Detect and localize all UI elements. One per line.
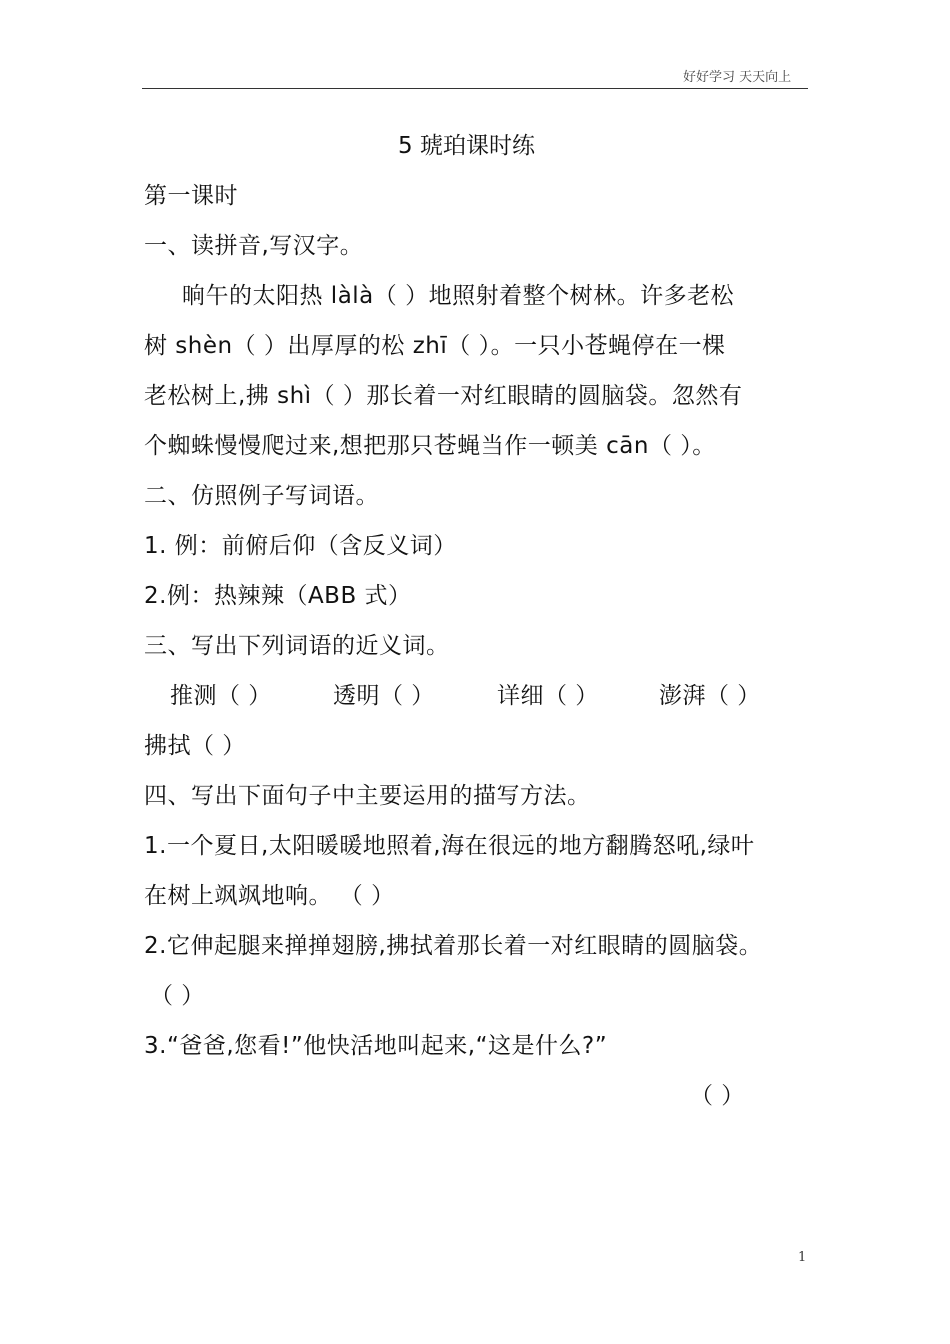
section1-line: 树 shèn（ ）出厚厚的松 zhī（ ）。一只小苍蝇停在一棵	[144, 333, 726, 359]
question-line: 在树上飒飒地响。 （ ）	[144, 883, 395, 909]
section2-item: 2.例：热辣辣（ABB 式）	[144, 583, 412, 609]
question-line: （ ）	[150, 983, 205, 1009]
section3-heading: 三、写出下列词语的近义词。	[144, 633, 450, 659]
lesson-label: 第一课时	[144, 183, 238, 209]
page-title: 5 琥珀课时练	[398, 133, 535, 159]
section1-line: 个蜘蛛慢慢爬过来,想把那只苍蝇当作一顿美 cān（ ）。	[144, 433, 716, 459]
section2-heading: 二、仿照例子写词语。	[144, 483, 379, 509]
answer-blank: （ ）	[690, 1083, 745, 1109]
synonym-word: 推测（ ）	[170, 683, 272, 709]
synonym-word: 详细（ ）	[497, 683, 599, 709]
question-line: 3.“爸爸,您看!”他快活地叫起来,“这是什么?”	[144, 1033, 608, 1059]
header-slogan: 好好学习 天天向上	[683, 70, 792, 85]
section1-line: 老松树上,拂 shì（ ）那长着一对红眼睛的圆脑袋。忽然有	[144, 383, 743, 409]
synonym-word: 澎湃（ ）	[659, 683, 761, 709]
synonym-word: 透明（ ）	[333, 683, 435, 709]
section2-item: 1. 例：前俯后仰（含反义词）	[144, 533, 457, 559]
question-line: 2.它伸起腿来掸掸翅膀,拂拭着那长着一对红眼睛的圆脑袋。	[144, 933, 763, 959]
header-rule	[142, 88, 808, 89]
question-line: 1.一个夏日,太阳暖暖地照着,海在很远的地方翻腾怒吼,绿叶	[144, 833, 755, 859]
section4-heading: 四、写出下面句子中主要运用的描写方法。	[144, 783, 591, 809]
synonym-word: 拂拭（ ）	[144, 733, 246, 759]
page-number: 1	[798, 1250, 807, 1265]
section1-line: 晌午的太阳热 làlà（ ）地照射着整个树林。许多老松	[182, 283, 735, 309]
section1-heading: 一、读拼音,写汉字。	[144, 233, 364, 259]
